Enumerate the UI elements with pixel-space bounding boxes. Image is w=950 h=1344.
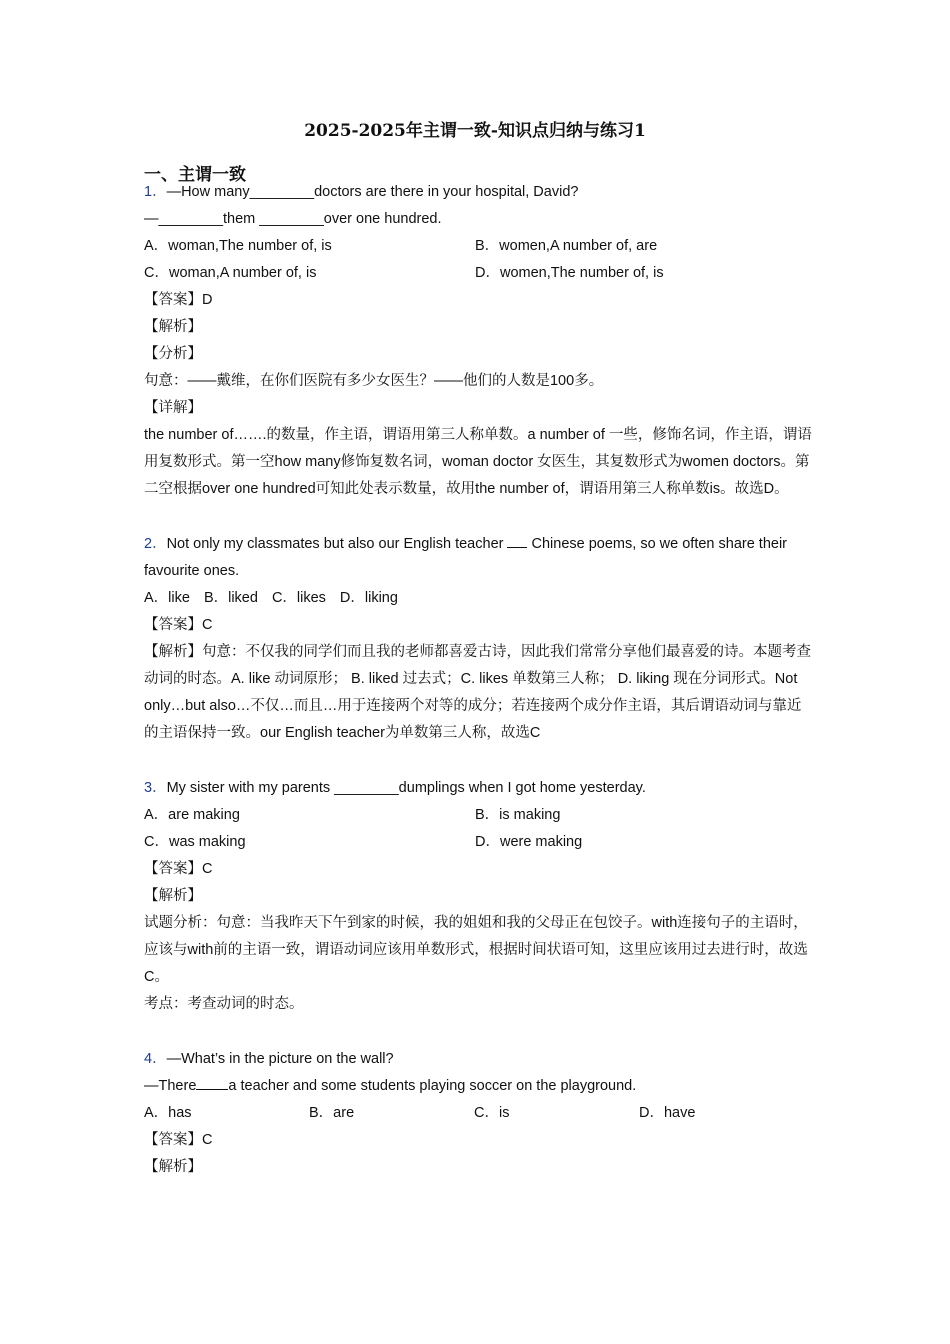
option-b: B．is making: [475, 807, 561, 823]
question-list: [144, 179, 814, 1181]
question-text-before: Not only my classmates but also our English teacher: [166, 536, 508, 552]
document-title: 2025-2025年主谓一致-知识点归纳与练习1: [304, 121, 646, 141]
options-row: [144, 233, 814, 260]
option-d: D．liking: [339, 590, 398, 606]
options-row: [144, 829, 814, 856]
options-row: [144, 802, 814, 829]
question-number: 3．: [144, 780, 167, 796]
option-b: B．are: [309, 1105, 355, 1121]
question-text-after: a teacher and some students playing soccer on the playground.: [228, 1078, 637, 1094]
analysis-label: 【解析】: [144, 1159, 202, 1175]
answer-blank: [196, 1075, 228, 1090]
question-4-line-1: [144, 1046, 814, 1073]
test-point: 考点：考查动词的时态。: [144, 996, 304, 1012]
option-a: A．like: [144, 590, 190, 606]
section-heading: 一、主谓一致: [144, 165, 246, 184]
question-4: [144, 1046, 814, 1181]
answer-blank: [507, 533, 527, 548]
question-text-before: —There: [144, 1078, 197, 1094]
question-text: My sister with my parents ________dumplings when I got home yesterday.: [166, 780, 646, 796]
options-row: [144, 1100, 814, 1127]
detail-label: 【详解】: [144, 400, 202, 416]
answer-label: 【答案】C: [144, 1132, 213, 1148]
question-3: [144, 775, 814, 1018]
question-2-text: [144, 531, 814, 585]
option-a: A．has: [144, 1105, 192, 1121]
option-b: B．women,A number of, are: [475, 238, 658, 254]
question-1-line-2: —________them ________over one hundred.: [144, 211, 442, 227]
answer-label: 【答案】D: [144, 292, 213, 308]
question-1: [144, 179, 814, 503]
options-row: [144, 260, 814, 287]
question-4-line-2: [144, 1073, 814, 1100]
option-b: B．liked: [203, 590, 258, 606]
question-number: 2．: [144, 536, 167, 552]
options-row: [144, 585, 814, 612]
option-a: A．woman,The number of, is: [144, 238, 332, 254]
option-c: C．is: [474, 1105, 510, 1121]
question-text: —How many________doctors are there in your hospital, David?: [166, 184, 579, 200]
analysis-label: 【解析】: [144, 888, 202, 904]
fenxi-label: 【分析】: [144, 346, 202, 362]
detail-text: the number of…….的数量，作主语，谓语用第三人称单数。a number of 一些，修饰名词，作主语，谓语用复数形式。第一空how many修饰复数名词，woman doctor 女医生，其复数形式为women doctors。第二空根据over one hundred可知此处表示数量，故用the number of，谓语用第三人称单数is。故选D。: [144, 427, 812, 497]
option-d: D．women,The number of, is: [475, 265, 664, 281]
option-d: D．were making: [475, 834, 583, 850]
question-text: —What’s in the picture on the wall?: [166, 1051, 394, 1067]
question-1-line-1: [144, 179, 814, 206]
sentence-meaning: 句意：——戴维，在你们医院有多少女医生？——他们的人数是100多。: [144, 373, 604, 389]
question-text-after: Chinese poems, so we often share their favourite ones.: [144, 536, 788, 579]
option-c: C．likes: [271, 590, 326, 606]
answer-label: 【答案】C: [144, 617, 213, 633]
option-c: C．woman,A number of, is: [144, 265, 317, 281]
question-3-line-1: [144, 775, 814, 802]
option-c: C．was making: [144, 834, 246, 850]
answer-label: 【答案】C: [144, 861, 213, 877]
analysis-text: 试题分析：句意：当我昨天下午到家的时候，我的姐姐和我的父母正在包饺子。with连接句子的主语时，应该与with前的主语一致，谓语动词应该用单数形式，根据时间状语可知，这里应该用过去进行时，故选C。: [144, 915, 808, 985]
analysis-label: 【解析】: [144, 319, 202, 335]
option-a: A．are making: [144, 807, 240, 823]
option-d: D．have: [639, 1105, 696, 1121]
question-number: 4．: [144, 1051, 167, 1067]
question-2: [144, 531, 814, 747]
question-number: 1．: [144, 184, 167, 200]
analysis-text: 【解析】句意：不仅我的同学们而且我的老师都喜爱古诗，因此我们常常分享他们最喜爱的诗。本题考查动词的时态。A. like 动词原形； B. liked 过去式；C. likes 单数第三人称； D. liking 现在分词形式。Not only…but also…不仅…而且…用于连接两个对等的成分；若连接两个成分作主语，其后谓语动词与靠近的主语保持一致。our English teacher为单数第三人称，故选C: [144, 644, 811, 741]
